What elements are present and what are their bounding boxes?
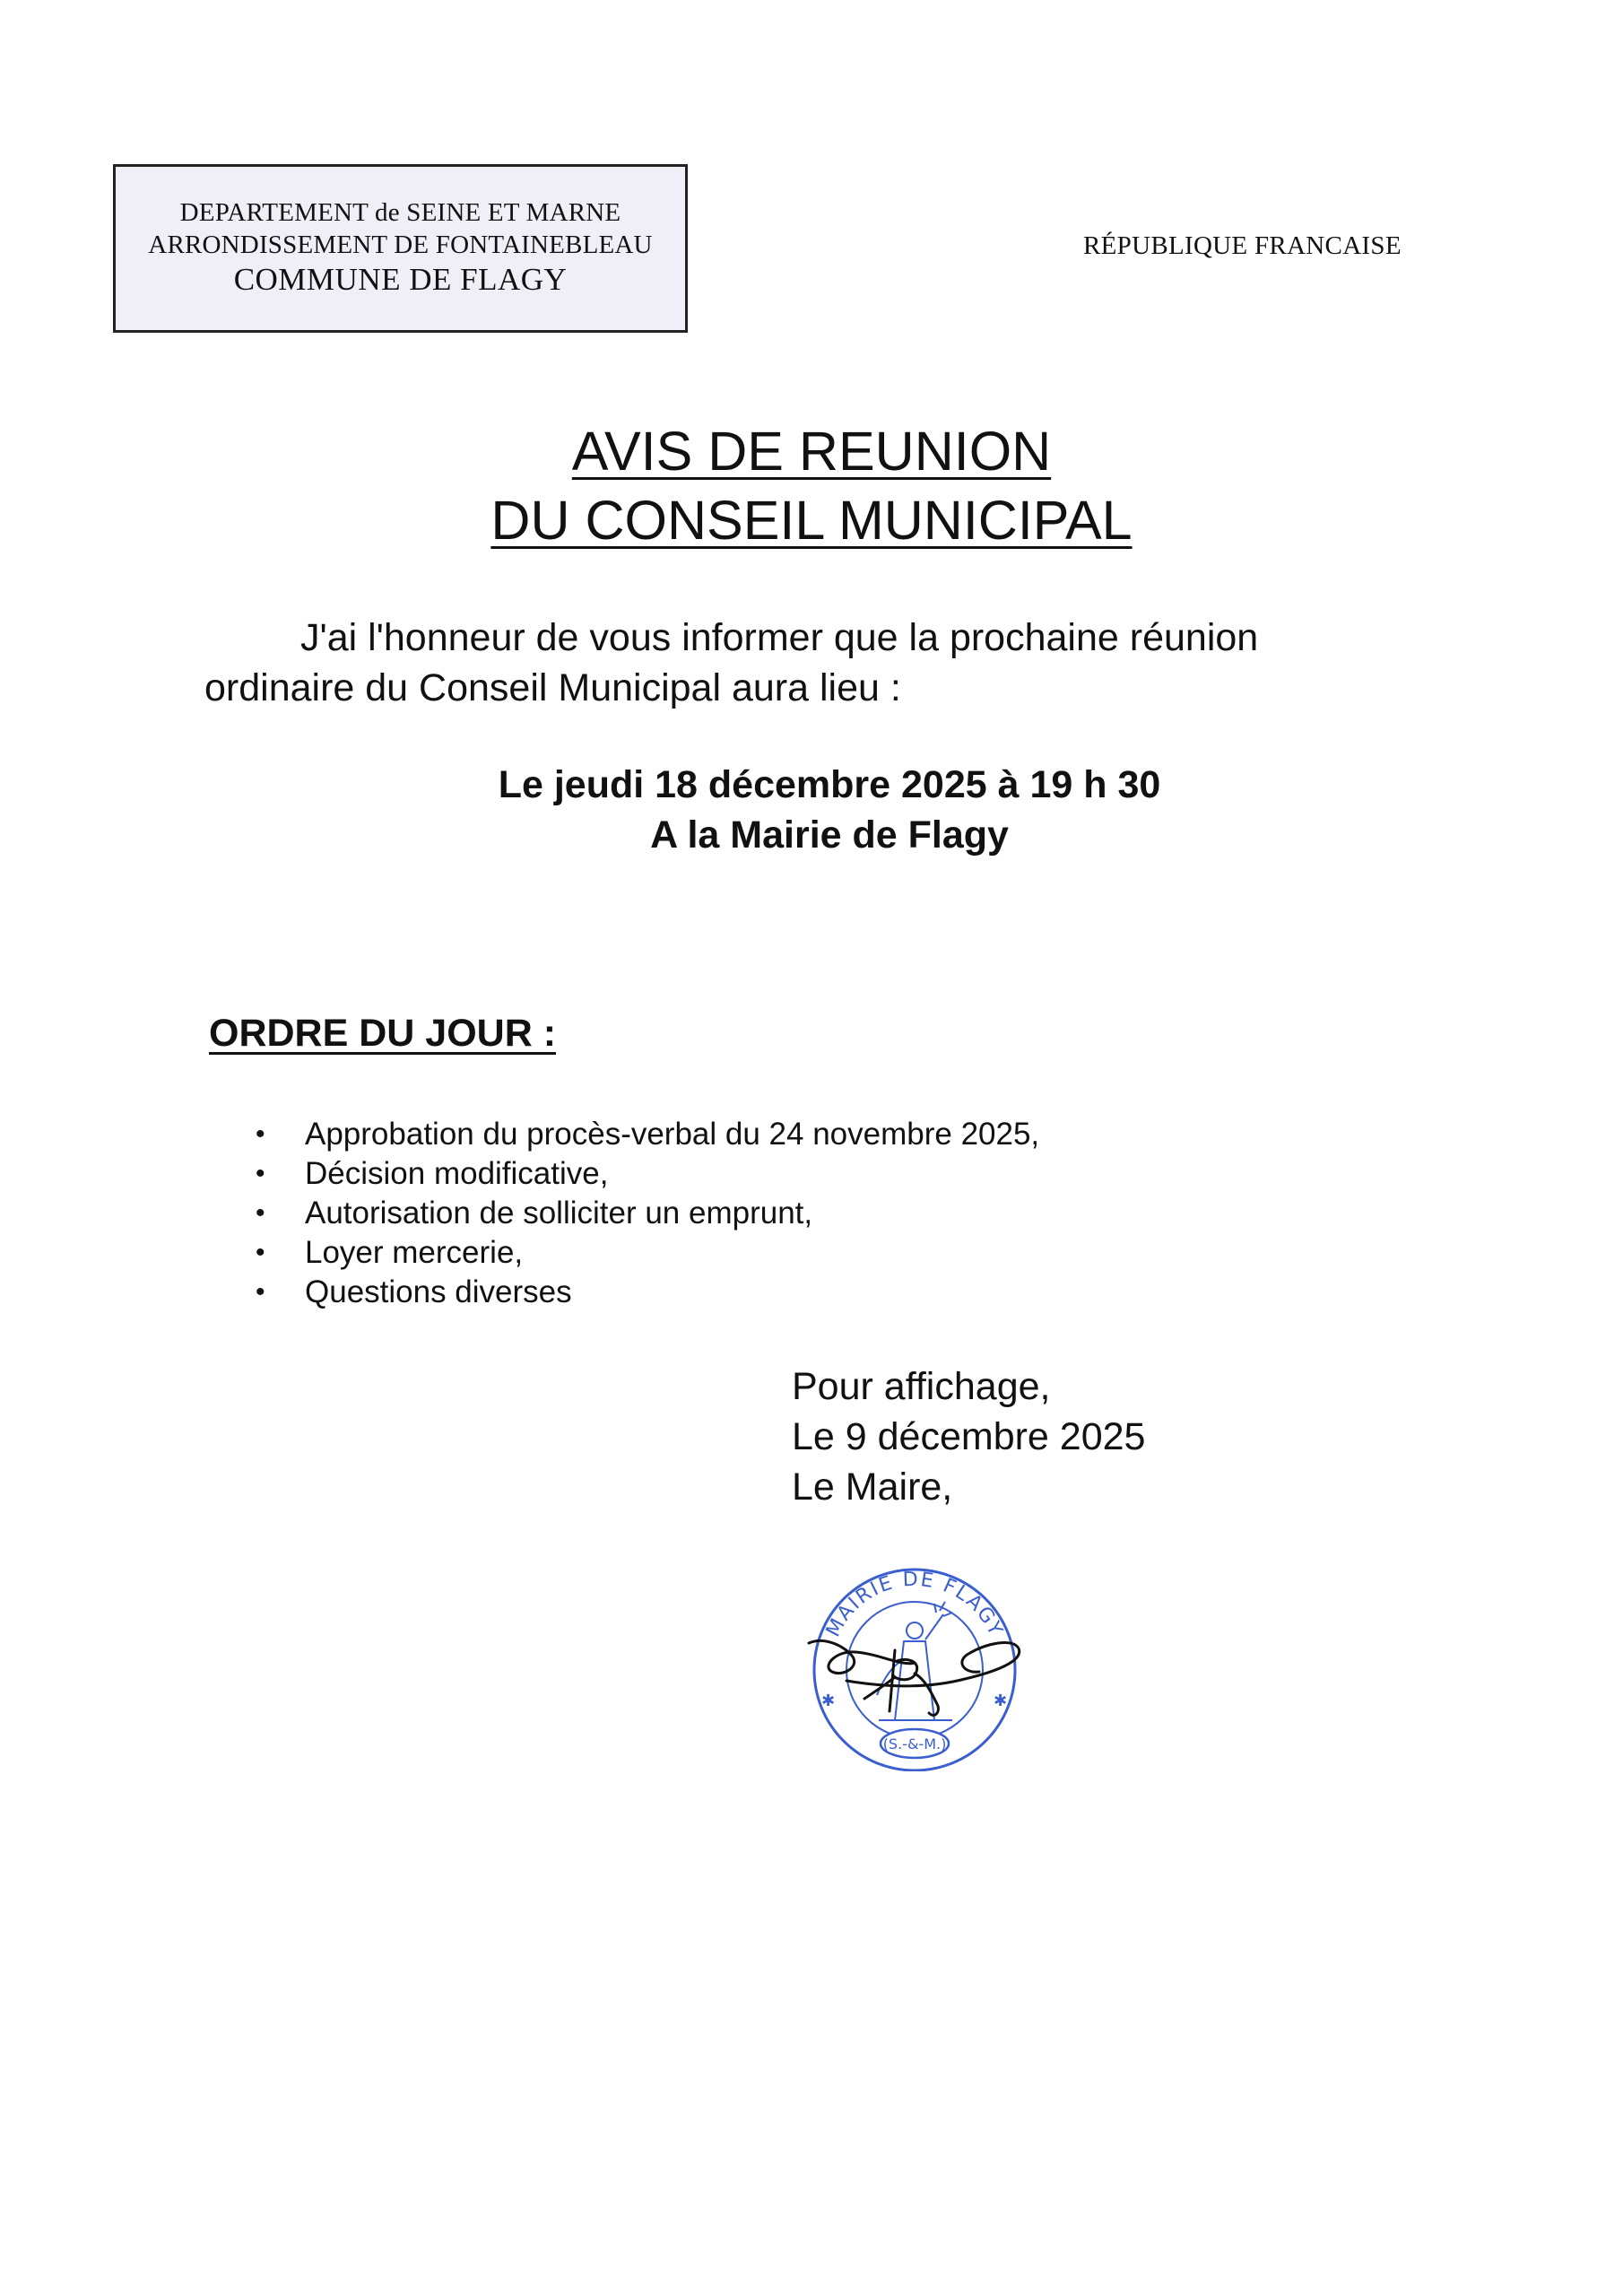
- closing-block: [792, 1361, 1145, 1512]
- handwritten-signature: [809, 1640, 1020, 1715]
- agenda-item: • Approbation du procès-verbal du 24 novembre 2025,: [256, 1115, 1039, 1154]
- svg-text:✱: ✱: [821, 1692, 836, 1710]
- stamp-bottom-label: [881, 1729, 949, 1758]
- closing-signatory: Le Maire,: [792, 1465, 953, 1509]
- administrative-header-box: [113, 164, 688, 333]
- title-line-2: DU CONSEIL MUNICIPAL: [490, 490, 1133, 551]
- title-line-1: AVIS DE REUNION: [571, 421, 1052, 482]
- agenda-list: [256, 1115, 1039, 1312]
- agenda-item: • Autorisation de solliciter un emprunt,: [256, 1194, 1039, 1233]
- arrondissement-line: ARRONDISSEMENT DE FONTAINEBLEAU: [148, 230, 653, 259]
- mayor-stamp-signature: [789, 1561, 1040, 1771]
- intro-line-2: ordinaire du Conseil Municipal aura lieu :: [204, 666, 901, 709]
- agenda-item: • Loyer mercerie,: [256, 1233, 1039, 1273]
- svg-text:(S.-&-M.): (S.-&-M.): [882, 1735, 947, 1752]
- agenda-item: • Questions diverses: [256, 1273, 1039, 1312]
- intro-paragraph: [204, 613, 1478, 713]
- commune-line: COMMUNE DE FLAGY: [233, 262, 568, 298]
- agenda-title: ORDRE DU JOUR :: [209, 1012, 557, 1055]
- department-line: DEPARTEMENT de SEINE ET MARNE: [179, 198, 621, 228]
- intro-line-1: J'ai l'honneur de vous informer que la prochaine réunion: [300, 616, 1259, 659]
- agenda-item: • Décision modificative,: [256, 1154, 1039, 1194]
- meeting-date: Le jeudi 18 décembre 2025 à 19 h 30: [498, 763, 1161, 806]
- closing-posting: Pour affichage,: [792, 1365, 1051, 1408]
- notice-title: [0, 417, 1623, 555]
- stamp-top-text: MAIRIE DE FLAGY: [821, 1568, 1008, 1641]
- closing-date: Le 9 décembre 2025: [792, 1415, 1146, 1458]
- republique-label: RÉPUBLIQUE FRANCAISE: [1083, 231, 1402, 260]
- svg-text:✱: ✱: [994, 1692, 1008, 1710]
- meeting-details: [0, 760, 1623, 860]
- meeting-place: A la Mairie de Flagy: [650, 813, 1009, 857]
